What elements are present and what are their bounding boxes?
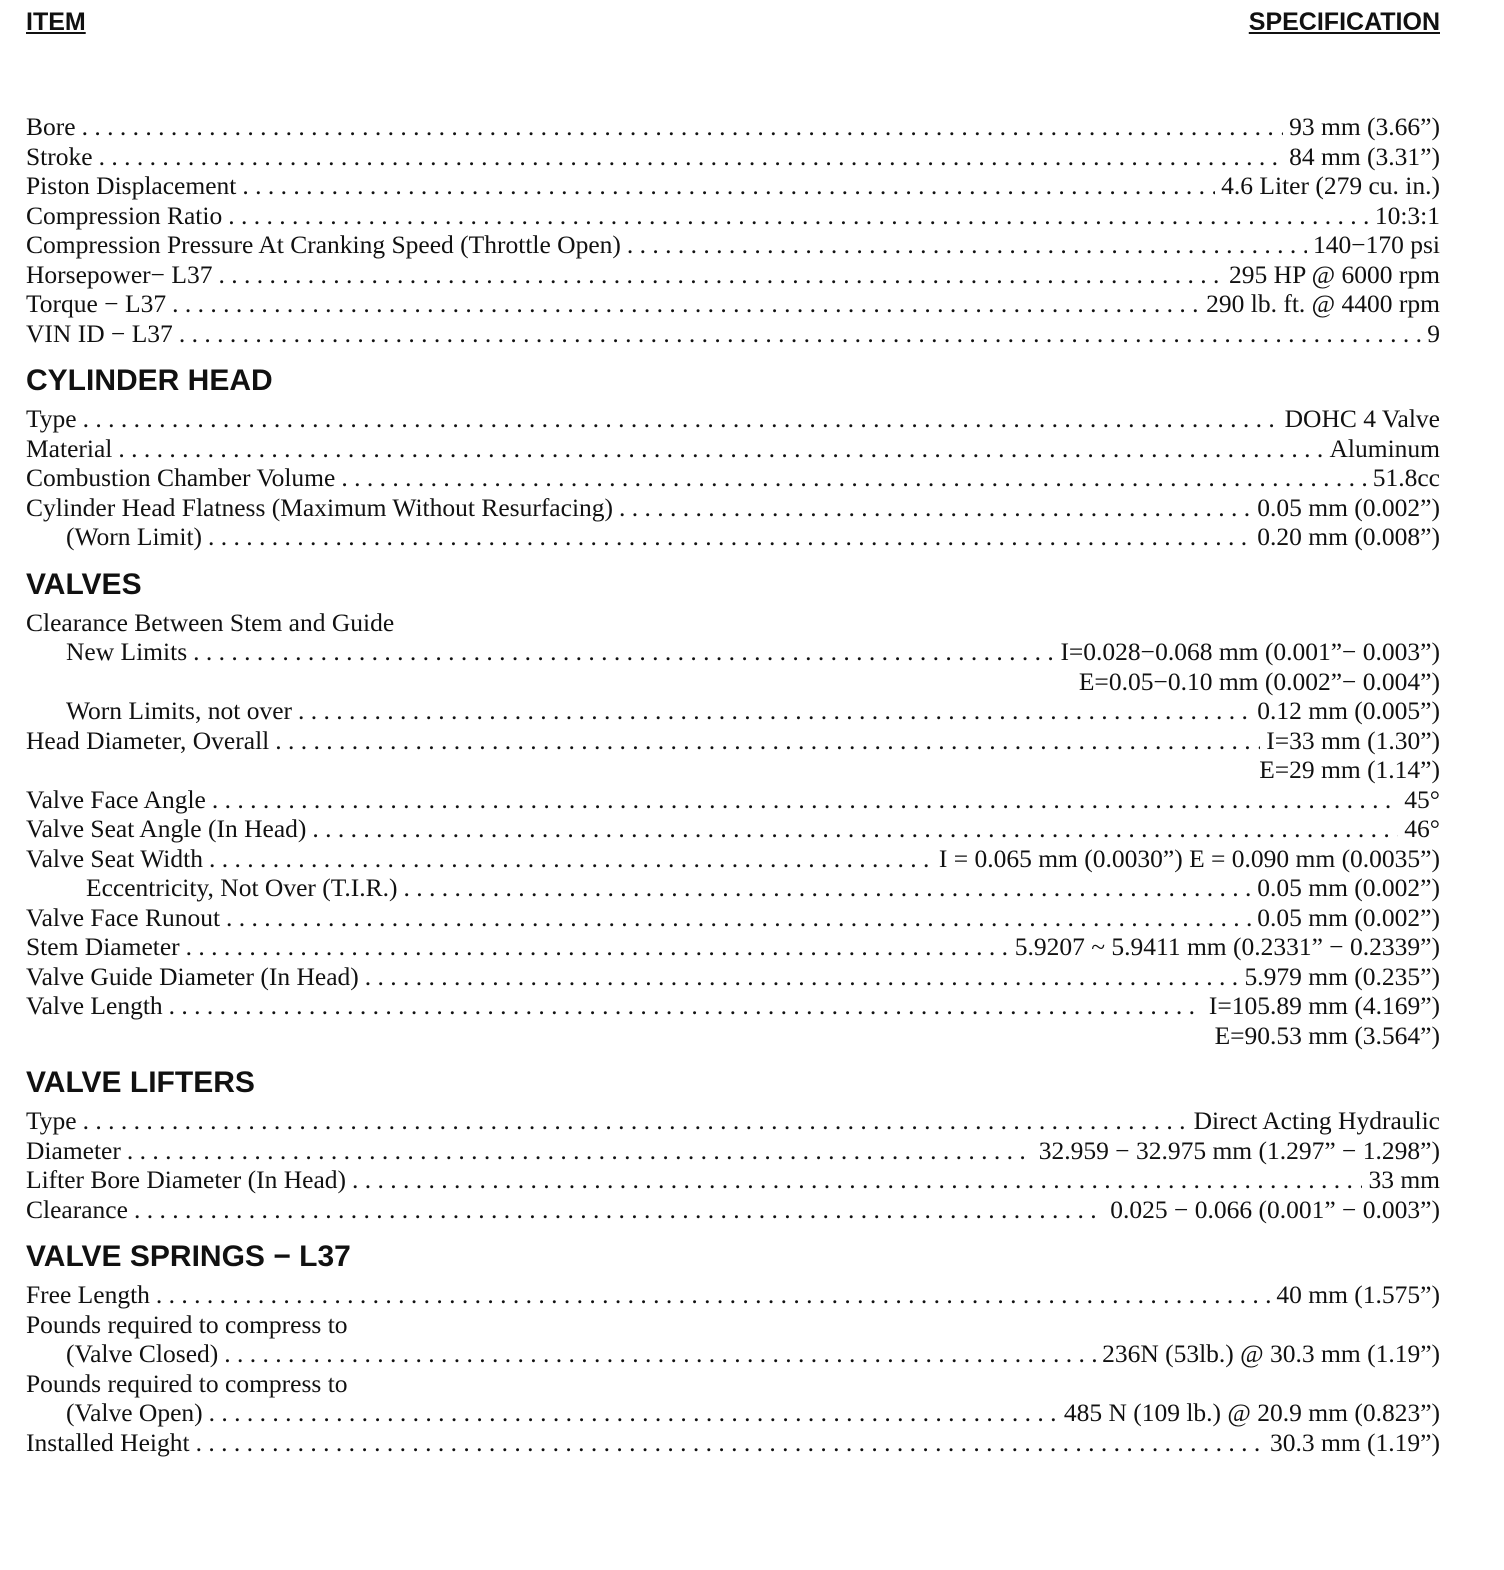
spec-row-new-limits-exhaust: E=0.05−0.10 mm (0.002”− 0.004”) bbox=[1078, 666, 1440, 696]
general-specs bbox=[26, 112, 1440, 348]
spec-row-horsepower: Horsepower− L37 . . . 295 HP @ 6000 rpm bbox=[26, 260, 1440, 290]
spec-row-valve-closed: (Valve Closed) . . . 236N (53lb.) @ 30.3 mm (1.19”) bbox=[26, 1339, 1440, 1369]
spec-row-free-length: Free Length . . . 40 mm (1.575”) bbox=[26, 1280, 1440, 1310]
spec-row-material: Material . . . Aluminum bbox=[26, 434, 1440, 464]
spec-row-head-diameter: Head Diameter, Overall . . . I=33 mm (1.30”) bbox=[26, 726, 1440, 756]
spec-row-valve-length-exhaust: E=90.53 mm (3.564”) bbox=[1214, 1020, 1440, 1050]
cylinder-head-specs bbox=[26, 404, 1440, 552]
spec-row-valve-open: (Valve Open) . . . 485 N (109 lb.) @ 20.9 mm (0.823”) bbox=[26, 1398, 1440, 1428]
spec-row-lifter-type: Type . . . Direct Acting Hydraulic bbox=[26, 1106, 1440, 1136]
section-title-valves: VALVES bbox=[26, 567, 142, 601]
spec-row-lifter-diameter: Diameter . . . 32.959 − 32.975 mm (1.297” − 1.298”) bbox=[26, 1136, 1440, 1166]
spec-row-compression-ratio: Compression Ratio . . . 10:3:1 bbox=[26, 201, 1440, 231]
spec-row-head-diameter-exhaust: E=29 mm (1.14”) bbox=[1259, 755, 1440, 784]
spec-row-valve-length: Valve Length . . . I=105.89 mm (4.169”) bbox=[26, 991, 1440, 1021]
spec-row-guide-diameter: Valve Guide Diameter (In Head) . . . 5.979 mm (0.235”) bbox=[26, 962, 1440, 992]
spec-row-chamber-volume: Combustion Chamber Volume . . . 51.8cc bbox=[26, 463, 1440, 493]
spec-row-bore: Bore . . . 93 mm (3.66”) bbox=[26, 112, 1440, 142]
column-header bbox=[26, 0, 1440, 40]
spec-row-torque: Torque − L37 . . . 290 lb. ft. @ 4400 rpm bbox=[26, 289, 1440, 319]
item-column-heading: ITEM bbox=[26, 8, 86, 36]
spec-row-lifter-bore: Lifter Bore Diameter (In Head) . . . 33 mm bbox=[26, 1165, 1440, 1195]
spec-row-worn-limit: (Worn Limit) . . . 0.20 mm (0.008”) bbox=[26, 522, 1440, 552]
spec-row-vin-id: VIN ID − L37 . . . 9 bbox=[26, 319, 1440, 349]
spec-row-face-runout: Valve Face Runout . . . 0.05 mm (0.002”) bbox=[26, 903, 1440, 933]
section-title-valve-lifters: VALVE LIFTERS bbox=[26, 1066, 255, 1099]
spec-row-face-angle: Valve Face Angle . . . 45° bbox=[26, 785, 1440, 815]
spec-row-installed-height: Installed Height . . . 30.3 mm (1.19”) bbox=[26, 1428, 1440, 1458]
spec-row-seat-angle: Valve Seat Angle (In Head) . . . 46° bbox=[26, 814, 1440, 844]
spec-row-lifter-clearance: Clearance . . . 0.025 − 0.066 (0.001” − 0.003”) bbox=[26, 1195, 1440, 1225]
spec-row-stroke: Stroke . . . 84 mm (3.31”) bbox=[26, 142, 1440, 172]
valve-springs-specs bbox=[26, 1280, 1440, 1457]
spec-row-type: Type . . . DOHC 4 Valve bbox=[26, 404, 1440, 434]
section-title-valve-springs: VALVE SPRINGS − L37 bbox=[26, 1240, 351, 1273]
spec-row-new-limits: New Limits . . . I=0.028−0.068 mm (0.001”− 0.003”) bbox=[26, 637, 1440, 667]
spec-row-displacement: Piston Displacement . . . 4.6 Liter (279 cu. in.) bbox=[26, 171, 1440, 201]
spec-page bbox=[26, 0, 1440, 1457]
spec-row-flatness: Cylinder Head Flatness (Maximum Without Resurfacing) . . . 0.05 mm (0.002”) bbox=[26, 493, 1440, 523]
spec-row-seat-width: Valve Seat Width . . . I = 0.065 mm (0.0030”) E = 0.090 mm (0.0035”) bbox=[26, 844, 1440, 874]
specification-column-heading: SPECIFICATION bbox=[1248, 8, 1440, 36]
valve-lifters-specs bbox=[26, 1106, 1440, 1224]
spec-row-worn-limits: Worn Limits, not over . . . 0.12 mm (0.005”) bbox=[26, 696, 1440, 726]
pounds-heading-closed: Pounds required to compress to bbox=[26, 1309, 348, 1339]
valves-specs bbox=[26, 608, 1440, 1051]
spec-row-eccentricity: Eccentricity, Not Over (T.I.R.) . . . 0.05 mm (0.002”) bbox=[26, 873, 1440, 903]
section-title-cylinder-head: CYLINDER HEAD bbox=[26, 364, 273, 397]
pounds-heading-open: Pounds required to compress to bbox=[26, 1368, 348, 1398]
spec-row-stem-diameter: Stem Diameter . . . 5.9207 ~ 5.9411 mm (0.2331” − 0.2339”) bbox=[26, 932, 1440, 962]
clearance-heading: Clearance Between Stem and Guide bbox=[26, 607, 395, 637]
spec-row-compression-pressure: Compression Pressure At Cranking Speed (Throttle Open) . . . 140−170 psi bbox=[26, 230, 1440, 260]
